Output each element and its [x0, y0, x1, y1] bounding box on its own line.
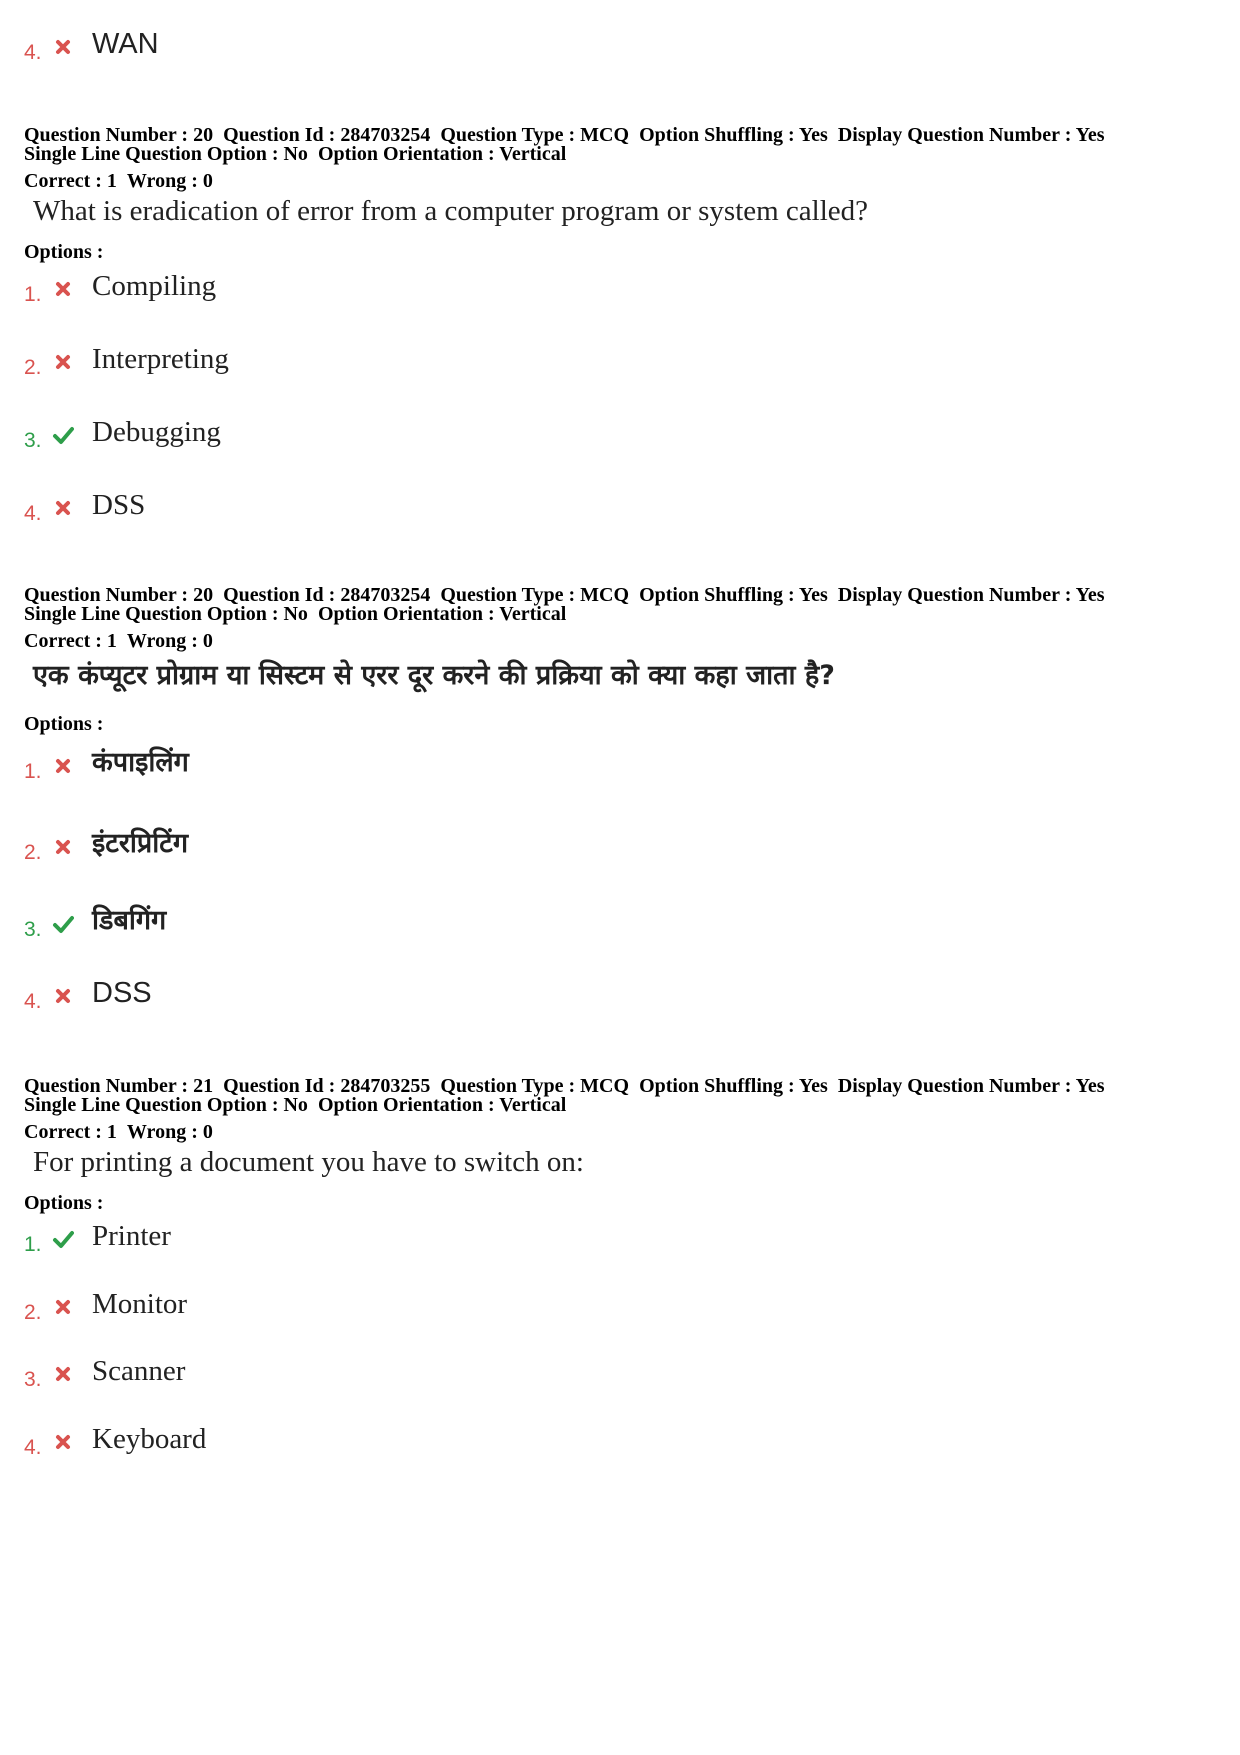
question-text: एक कंप्यूटर प्रोग्राम या सिस्टम से एरर दूर करने की प्रक्रिया को क्या कहा जाता है? — [33, 660, 835, 691]
option-text: Compiling — [92, 270, 217, 302]
option-number: 2. — [24, 356, 42, 379]
option-text: Keyboard — [92, 1423, 207, 1455]
question-text: What is eradication of error from a computer program or system called? — [33, 195, 869, 227]
cross-icon — [52, 985, 74, 1007]
question-meta-line1: Question Number : 20 Question Id : 284703254 Question Type : MCQ Option Shuffling : Yes Display Question Number : Yes — [24, 584, 1105, 606]
option-text: इंटरप्रिटिंग — [92, 828, 189, 859]
option-number: 1. — [24, 283, 42, 306]
option-text: Printer — [92, 1220, 171, 1252]
marking-scheme: Correct : 1 Wrong : 0 — [24, 170, 213, 192]
question-meta-line1: Question Number : 20 Question Id : 284703254 Question Type : MCQ Option Shuffling : Yes Display Question Number : Yes — [24, 124, 1105, 146]
cross-icon — [52, 36, 74, 58]
option-text: DSS — [92, 977, 152, 1009]
marking-scheme: Correct : 1 Wrong : 0 — [24, 630, 213, 652]
question-meta-line2: Single Line Question Option : No Option Orientation : Vertical — [24, 1094, 567, 1116]
cross-icon — [52, 1363, 74, 1385]
option-number: 2. — [24, 1301, 42, 1324]
option-text: कंपाइलिंग — [92, 747, 189, 778]
marking-scheme: Correct : 1 Wrong : 0 — [24, 1121, 213, 1143]
question-meta-line2: Single Line Question Option : No Option Orientation : Vertical — [24, 143, 567, 165]
option-text: Monitor — [92, 1288, 188, 1320]
option-text: DSS — [92, 489, 146, 521]
option-text: Scanner — [92, 1355, 186, 1387]
option-number: 3. — [24, 918, 42, 941]
option-text: Debugging — [92, 416, 221, 448]
option-text: Interpreting — [92, 343, 229, 375]
cross-icon — [52, 1296, 74, 1318]
question-meta-line2: Single Line Question Option : No Option Orientation : Vertical — [24, 603, 567, 625]
check-icon — [52, 913, 74, 935]
option-text: WAN — [92, 28, 159, 60]
cross-icon — [52, 836, 74, 858]
option-number: 3. — [24, 429, 42, 452]
cross-icon — [52, 497, 74, 519]
question-text: For printing a document you have to switch on: — [33, 1146, 584, 1178]
check-icon — [52, 1228, 74, 1250]
option-number: 4. — [24, 502, 42, 525]
option-number: 4. — [24, 1436, 42, 1459]
option-number: 4. — [24, 41, 42, 64]
option-number: 2. — [24, 841, 42, 864]
question-meta-line1: Question Number : 21 Question Id : 284703255 Question Type : MCQ Option Shuffling : Yes Display Question Number : Yes — [24, 1075, 1105, 1097]
option-number: 3. — [24, 1368, 42, 1391]
option-number: 4. — [24, 990, 42, 1013]
options-label: Options : — [24, 1192, 104, 1214]
cross-icon — [52, 755, 74, 777]
options-label: Options : — [24, 713, 104, 735]
option-number: 1. — [24, 1233, 42, 1256]
options-label: Options : — [24, 241, 104, 263]
cross-icon — [52, 278, 74, 300]
cross-icon — [52, 1431, 74, 1453]
check-icon — [52, 424, 74, 446]
option-text: डिबगिंग — [92, 905, 167, 936]
cross-icon — [52, 351, 74, 373]
option-number: 1. — [24, 760, 42, 783]
